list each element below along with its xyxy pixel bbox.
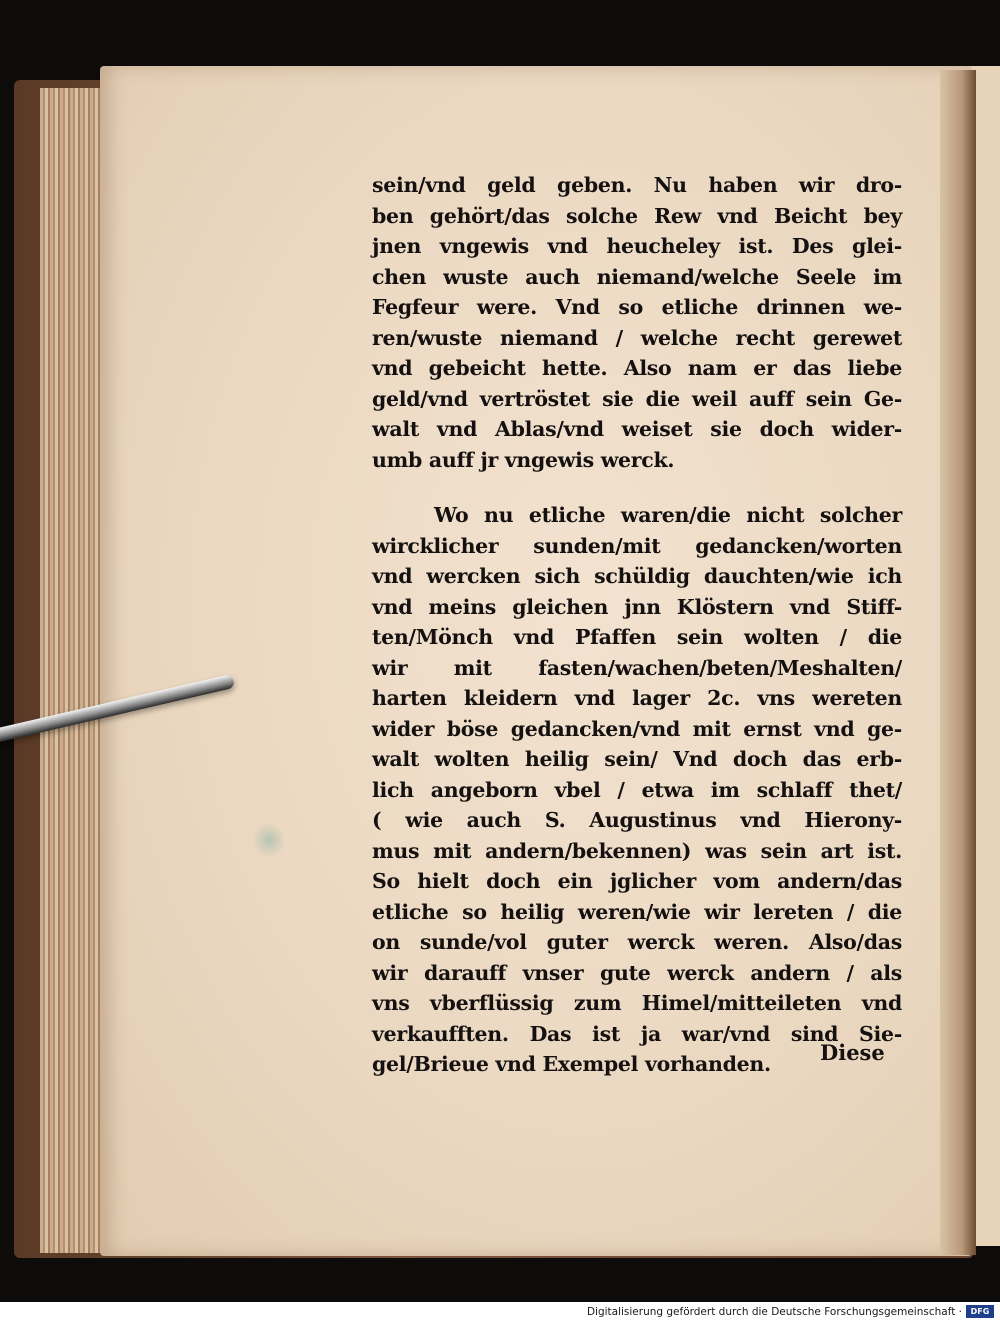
- text-line: harten kleidern vnd lager 2c. vns wereten: [372, 686, 902, 710]
- text-line: ben gehört/das solche Rew vnd Beicht bey: [372, 203, 902, 228]
- text-line: gel/Brieue vnd Exempel vorhanden.: [372, 1052, 771, 1076]
- text-line: jnen vngewis vnd heucheley ist. Des glei-: [372, 234, 902, 258]
- text-line: lich angeborn vbel / etwa im schlaff thet/: [372, 777, 902, 802]
- text-line: walt wolten heilig sein/ Vnd doch das erb-: [372, 747, 902, 771]
- text-line: umb auff jr vngewis werck.: [372, 447, 675, 472]
- paragraph-gap: [372, 475, 902, 500]
- text-line: ten/Mönch vnd Pfaffen sein wolten / die: [372, 625, 902, 649]
- stain-mark: [255, 820, 283, 860]
- text-line: Wo nu etliche waren/die nicht solcher: [434, 503, 902, 527]
- text-line: mus mit andern/bekennen) was sein art ist.: [372, 838, 902, 863]
- text-line: ren/wuste niemand / welche recht gerewet: [372, 325, 902, 350]
- text-line: Fegfeur were. Vnd so etliche drinnen we-: [372, 295, 902, 319]
- text-line: walt vnd Ablas/vnd weiset sie doch wider-: [372, 417, 902, 441]
- text-line: vnd meins gleichen jnn Klöstern vnd Stiff-: [372, 594, 902, 619]
- text-line: wir mit fasten/wachen/beten/Meshalten/: [372, 655, 902, 680]
- text-line: wider böse gedancken/vnd mit ernst vnd ge-: [372, 716, 902, 741]
- text-line: sein/vnd geld geben. Nu haben wir dro-: [372, 173, 902, 197]
- text-line: So hielt doch ein jglicher vom andern/das: [372, 869, 902, 893]
- text-line: chen wuste auch niemand/welche Seele im: [372, 264, 902, 289]
- text-line: geld/vnd vertröstet sie die weil auff sein Ge-: [372, 386, 902, 411]
- page-gutter: [940, 70, 976, 1255]
- text-line: wircklicher sunden/mit gedancken/worten: [372, 533, 902, 558]
- text-line: on sunde/vol guter werck weren. Also/das: [372, 930, 902, 954]
- text-line: vnd wercken sich schüldig dauchten/wie ich: [372, 564, 902, 588]
- page-text-block: [372, 170, 902, 1080]
- dfg-logo: DFG: [966, 1305, 994, 1318]
- text-line: wir darauff vnser gute werck andern / als: [372, 960, 902, 985]
- text-line: vns vberflüssig zum Himel/mitteileten vnd: [372, 991, 902, 1015]
- text-line: verkaufften. Das ist ja war/vnd sind Sie-: [372, 1021, 902, 1046]
- text-line: etliche so heilig weren/wie wir lereten / die: [372, 899, 902, 924]
- catchword: Diese: [820, 1040, 885, 1065]
- funding-notice: Digitalisierung gefördert durch die Deutsche Forschungsgemeinschaft ·: [586, 1306, 962, 1318]
- text-line: ( wie auch S. Augustinus vnd Hierony-: [372, 808, 902, 832]
- text-line: vnd gebeicht hette. Also nam er das liebe: [372, 356, 902, 380]
